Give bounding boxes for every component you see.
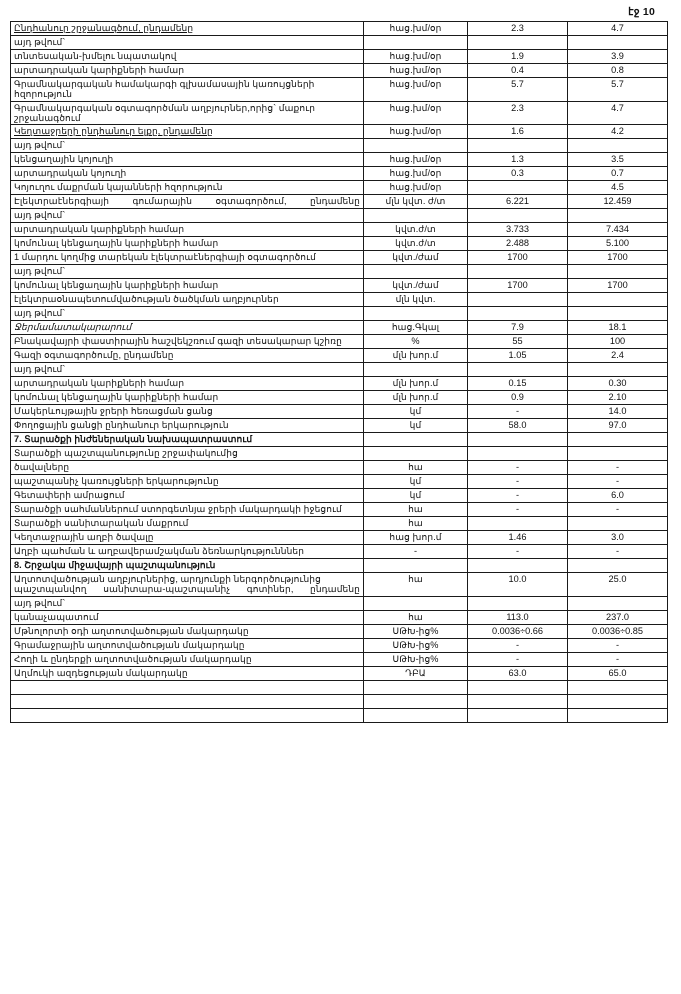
row-unit: հաց.խմ/օր bbox=[364, 181, 468, 195]
row-value-projected: 7.434 bbox=[568, 223, 668, 237]
row-value-current: - bbox=[468, 489, 568, 503]
row-label: Գրամնակարգական համակարգի գլխամասային կառույցների հզորություն bbox=[11, 78, 364, 102]
table-row bbox=[11, 78, 668, 102]
row-value-current: 0.9 bbox=[468, 391, 568, 405]
row-value-current bbox=[468, 307, 568, 321]
row-unit bbox=[364, 307, 468, 321]
row-value-current: 63.0 bbox=[468, 666, 568, 680]
row-value-current: - bbox=[468, 461, 568, 475]
row-unit bbox=[364, 433, 468, 447]
row-value-projected: 0.30 bbox=[568, 377, 668, 391]
row-value-current: 55 bbox=[468, 335, 568, 349]
row-value-current: 2.488 bbox=[468, 237, 568, 251]
row-label: Էլեկտրաէներգիայի գումարային օգտագործում, ընդամենը bbox=[11, 195, 364, 209]
row-value-projected bbox=[568, 433, 668, 447]
row-value-projected: 1700 bbox=[568, 251, 668, 265]
table-row bbox=[11, 596, 668, 610]
row-value-projected bbox=[568, 293, 668, 307]
row-unit: կվտ./ժամ bbox=[364, 279, 468, 293]
row-label: Բնակավայրի փաստիրային հաշվեկշռում գազի տեսակարար կշիռը bbox=[11, 335, 364, 349]
table-row bbox=[11, 391, 668, 405]
row-value-projected bbox=[568, 139, 668, 153]
table-row bbox=[11, 50, 668, 64]
row-value-projected bbox=[568, 517, 668, 531]
row-label: Աղտոտվածության աղբյուրներից, արդյունքի ներգործությունից պաշտպանվող սանիտարա-պաշտպանիչ գոտիներ, ընդամենը bbox=[11, 573, 364, 597]
row-unit: հաց.խմ/օր bbox=[364, 153, 468, 167]
row-label bbox=[11, 708, 364, 722]
row-value-current: 0.0036÷0.66 bbox=[468, 624, 568, 638]
row-value-projected: 65.0 bbox=[568, 666, 668, 680]
row-label: այդ թվում` bbox=[11, 139, 364, 153]
row-value-projected: 14.0 bbox=[568, 405, 668, 419]
row-value-current: 113.0 bbox=[468, 610, 568, 624]
row-value-current bbox=[468, 209, 568, 223]
row-label: էլեկտրաօնապետումվածության ծածկման աղբյուրներ bbox=[11, 293, 364, 307]
row-value-current: - bbox=[468, 405, 568, 419]
row-value-current: 2.3 bbox=[468, 101, 568, 125]
table-row bbox=[11, 489, 668, 503]
row-unit bbox=[364, 265, 468, 279]
table-row bbox=[11, 559, 668, 573]
row-unit: հաց.խմ/օր bbox=[364, 101, 468, 125]
row-value-projected bbox=[568, 708, 668, 722]
page-number: էջ 10 bbox=[628, 6, 655, 18]
row-label: կոմունալ կենցաղային կարիքների համար bbox=[11, 237, 364, 251]
row-unit: հա bbox=[364, 461, 468, 475]
row-unit bbox=[364, 694, 468, 708]
row-unit bbox=[364, 363, 468, 377]
row-value-projected: 4.5 bbox=[568, 181, 668, 195]
row-value-current bbox=[468, 293, 568, 307]
table-row bbox=[11, 475, 668, 489]
row-value-projected: 100 bbox=[568, 335, 668, 349]
row-label: արտադրական կարիքների համար bbox=[11, 64, 364, 78]
table-row bbox=[11, 624, 668, 638]
row-unit bbox=[364, 209, 468, 223]
row-unit: % bbox=[364, 335, 468, 349]
table-row bbox=[11, 377, 668, 391]
row-value-projected: 1700 bbox=[568, 279, 668, 293]
row-unit: կմ bbox=[364, 489, 468, 503]
row-value-current bbox=[468, 694, 568, 708]
row-value-current bbox=[468, 517, 568, 531]
table-row bbox=[11, 64, 668, 78]
row-label: արտադրական կարիքների համար bbox=[11, 377, 364, 391]
row-label: այդ թվում` bbox=[11, 36, 364, 50]
row-label-text: Ընդհանուր շրջանագծում, ընդամենը bbox=[14, 23, 194, 33]
row-label: այդ թվում` bbox=[11, 265, 364, 279]
row-value-current: 6.221 bbox=[468, 195, 568, 209]
table-row bbox=[11, 293, 668, 307]
row-value-current: 1700 bbox=[468, 279, 568, 293]
row-unit bbox=[364, 139, 468, 153]
row-value-projected: - bbox=[568, 545, 668, 559]
row-value-projected: - bbox=[568, 461, 668, 475]
row-value-projected: 2.10 bbox=[568, 391, 668, 405]
row-value-projected: 3.9 bbox=[568, 50, 668, 64]
row-unit: հա bbox=[364, 503, 468, 517]
row-label bbox=[11, 125, 364, 139]
row-value-current bbox=[468, 363, 568, 377]
table-row bbox=[11, 181, 668, 195]
row-value-projected bbox=[568, 307, 668, 321]
row-unit: հաց.խմ/օր bbox=[364, 64, 468, 78]
row-value-projected: 5.7 bbox=[568, 78, 668, 102]
table-row bbox=[11, 22, 668, 36]
table-row bbox=[11, 101, 668, 125]
table-row bbox=[11, 433, 668, 447]
row-label: Մակերևույթային ջրերի հեռացման ցանց bbox=[11, 405, 364, 419]
row-value-projected: - bbox=[568, 652, 668, 666]
row-unit: հաց.խմ/օր bbox=[364, 22, 468, 36]
table-row bbox=[11, 503, 668, 517]
row-label: Կեղտաջրային աղբի ծավալը bbox=[11, 531, 364, 545]
row-value-current: 0.3 bbox=[468, 167, 568, 181]
row-value-projected: 5.100 bbox=[568, 237, 668, 251]
table-row bbox=[11, 349, 668, 363]
row-value-current: - bbox=[468, 652, 568, 666]
row-value-current bbox=[468, 680, 568, 694]
row-value-current: 1.9 bbox=[468, 50, 568, 64]
table-row bbox=[11, 265, 668, 279]
row-unit bbox=[364, 596, 468, 610]
table-row bbox=[11, 195, 668, 209]
row-unit: - bbox=[364, 545, 468, 559]
row-value-current: 1700 bbox=[468, 251, 568, 265]
table-row bbox=[11, 638, 668, 652]
row-unit: հաց.խմ/օր bbox=[364, 167, 468, 181]
row-value-current: 1.46 bbox=[468, 531, 568, 545]
table-row bbox=[11, 666, 668, 680]
table-row bbox=[11, 125, 668, 139]
row-label: Մթնոլորտի օդի աղտոտվածության մակարդակը bbox=[11, 624, 364, 638]
row-value-current bbox=[468, 265, 568, 279]
row-value-projected: 237.0 bbox=[568, 610, 668, 624]
row-label: այդ թվում` bbox=[11, 596, 364, 610]
row-unit: կվտ.ժ/տ bbox=[364, 223, 468, 237]
table-row bbox=[11, 573, 668, 597]
row-value-current bbox=[468, 139, 568, 153]
table-row bbox=[11, 153, 668, 167]
row-value-current bbox=[468, 447, 568, 461]
row-label bbox=[11, 22, 364, 36]
row-value-current bbox=[468, 433, 568, 447]
row-value-projected: 12.459 bbox=[568, 195, 668, 209]
row-value-current bbox=[468, 596, 568, 610]
table-row bbox=[11, 652, 668, 666]
row-unit: հա bbox=[364, 517, 468, 531]
table-row bbox=[11, 694, 668, 708]
row-value-projected: 97.0 bbox=[568, 419, 668, 433]
row-value-current: 10.0 bbox=[468, 573, 568, 597]
row-label bbox=[11, 321, 364, 335]
table-row bbox=[11, 321, 668, 335]
row-value-projected bbox=[568, 447, 668, 461]
table-row bbox=[11, 708, 668, 722]
row-label: կոմունալ կենցաղային կարիքների համար bbox=[11, 391, 364, 405]
table-row bbox=[11, 610, 668, 624]
row-unit: մլն խոր.մ bbox=[364, 391, 468, 405]
row-label: Աղմուկի ազդեցության մակարդակը bbox=[11, 666, 364, 680]
row-unit: հա bbox=[364, 573, 468, 597]
row-value-current: - bbox=[468, 545, 568, 559]
row-value-projected: 0.8 bbox=[568, 64, 668, 78]
row-unit: կմ bbox=[364, 475, 468, 489]
row-unit: հաց.խմ/օր bbox=[364, 125, 468, 139]
row-value-current: 1.05 bbox=[468, 349, 568, 363]
table-row bbox=[11, 447, 668, 461]
table-row bbox=[11, 461, 668, 475]
row-unit: մլն խոր.մ bbox=[364, 349, 468, 363]
row-unit: կվտ./ժամ bbox=[364, 251, 468, 265]
row-value-current: 0.4 bbox=[468, 64, 568, 78]
row-label: Կոյուղու մաքրման կայանների հզորություն bbox=[11, 181, 364, 195]
row-unit: հաց.խմ/օր bbox=[364, 50, 468, 64]
section-heading: 7. Տարածքի ինժեներական նախապատրաստում bbox=[11, 433, 364, 447]
row-value-current bbox=[468, 708, 568, 722]
row-label: Գրամնակարգական օգտագործման աղբյուրներ,որից` մաքուր շրջանագծում bbox=[11, 101, 364, 125]
specifications-table bbox=[10, 21, 668, 723]
row-label bbox=[11, 680, 364, 694]
row-label: Գետափերի ամրացում bbox=[11, 489, 364, 503]
table-row bbox=[11, 237, 668, 251]
row-value-projected bbox=[568, 209, 668, 223]
table-row bbox=[11, 363, 668, 377]
row-value-current: 1.3 bbox=[468, 153, 568, 167]
row-label-text: Ջերմամատակարարում bbox=[14, 322, 132, 333]
row-value-current: 7.9 bbox=[468, 321, 568, 335]
row-value-projected bbox=[568, 559, 668, 573]
row-value-projected: - bbox=[568, 475, 668, 489]
row-label: Գրամաջրային աղտոտվածության մակարդակը bbox=[11, 638, 364, 652]
row-value-projected bbox=[568, 36, 668, 50]
row-label: արտադրական կոյուղի bbox=[11, 167, 364, 181]
row-value-current: 2.3 bbox=[468, 22, 568, 36]
table-body bbox=[11, 22, 668, 723]
row-value-projected: 18.1 bbox=[568, 321, 668, 335]
row-unit: կմ bbox=[364, 419, 468, 433]
row-label: կենցաղային կոյուղի bbox=[11, 153, 364, 167]
row-value-current bbox=[468, 181, 568, 195]
row-value-current: - bbox=[468, 503, 568, 517]
row-value-projected: - bbox=[568, 503, 668, 517]
row-label: ծավալները bbox=[11, 461, 364, 475]
row-value-projected: 2.4 bbox=[568, 349, 668, 363]
row-unit: ՍԹԽ-ից% bbox=[364, 652, 468, 666]
row-label: Գազի օգտագործումը, ընդամենը bbox=[11, 349, 364, 363]
table-row bbox=[11, 545, 668, 559]
row-label: Փողոցային ցանցի ընդհանուր երկարություն bbox=[11, 419, 364, 433]
row-value-projected: 6.0 bbox=[568, 489, 668, 503]
table-row bbox=[11, 680, 668, 694]
row-value-projected: - bbox=[568, 638, 668, 652]
row-value-projected: 3.0 bbox=[568, 531, 668, 545]
row-value-current: 3.733 bbox=[468, 223, 568, 237]
row-value-projected: 0.0036÷0.85 bbox=[568, 624, 668, 638]
row-value-projected: 0.7 bbox=[568, 167, 668, 181]
row-unit: կվտ.ժ/տ bbox=[364, 237, 468, 251]
row-value-current: - bbox=[468, 638, 568, 652]
row-unit: ԴԲԱ bbox=[364, 666, 468, 680]
table-row bbox=[11, 36, 668, 50]
row-label: Տարածքի սահմաններում ստորգետնյա ջրերի մակարդակի իջեցում bbox=[11, 503, 364, 517]
table-row bbox=[11, 167, 668, 181]
table-row bbox=[11, 335, 668, 349]
row-unit: մլն կվտ. bbox=[364, 293, 468, 307]
row-unit: մլն կվտ. ժ/տ bbox=[364, 195, 468, 209]
table-row bbox=[11, 531, 668, 545]
table-row bbox=[11, 307, 668, 321]
row-value-projected: 3.5 bbox=[568, 153, 668, 167]
row-label: կանաչապատում bbox=[11, 610, 364, 624]
table-row bbox=[11, 251, 668, 265]
row-label: տնտեսական-խմելու նպատակով bbox=[11, 50, 364, 64]
row-label: արտադրական կարիքների համար bbox=[11, 223, 364, 237]
row-value-projected: 25.0 bbox=[568, 573, 668, 597]
row-value-current bbox=[468, 36, 568, 50]
table-row bbox=[11, 139, 668, 153]
table-row bbox=[11, 405, 668, 419]
row-value-projected bbox=[568, 596, 668, 610]
row-value-current bbox=[468, 559, 568, 573]
section-heading: 8. Շրջակա միջավայրի պաշտպանություն bbox=[11, 559, 364, 573]
row-label: այդ թվում` bbox=[11, 209, 364, 223]
row-unit: ՍԹԽ-ից% bbox=[364, 638, 468, 652]
table-row bbox=[11, 209, 668, 223]
table-row bbox=[11, 419, 668, 433]
row-label bbox=[11, 694, 364, 708]
row-value-projected bbox=[568, 680, 668, 694]
table-row bbox=[11, 517, 668, 531]
row-label: Հողի և ընդերքի աղտոտվածության մակարդակը bbox=[11, 652, 364, 666]
row-unit: հաց խոր.մ bbox=[364, 531, 468, 545]
row-unit: մլն խոր.մ bbox=[364, 377, 468, 391]
row-unit bbox=[364, 680, 468, 694]
row-unit bbox=[364, 708, 468, 722]
row-unit bbox=[364, 36, 468, 50]
row-label: Տարածքի պաշտպանությունը շրջափակումից bbox=[11, 447, 364, 461]
row-value-projected bbox=[568, 265, 668, 279]
row-value-current: 58.0 bbox=[468, 419, 568, 433]
row-label: այդ թվում` bbox=[11, 307, 364, 321]
row-value-current: 1.6 bbox=[468, 125, 568, 139]
row-unit: հաց.Գկալ bbox=[364, 321, 468, 335]
row-unit: հաց.խմ/օր bbox=[364, 78, 468, 102]
row-label: պաշտպանիչ կառույցների երկարությունը bbox=[11, 475, 364, 489]
row-value-projected bbox=[568, 363, 668, 377]
row-label: Տարածքի սանիտարական մաքրում bbox=[11, 517, 364, 531]
table-row bbox=[11, 223, 668, 237]
row-label: այդ թվում` bbox=[11, 363, 364, 377]
row-value-current: - bbox=[468, 475, 568, 489]
row-unit: ՍԹԽ-ից% bbox=[364, 624, 468, 638]
row-value-current: 0.15 bbox=[468, 377, 568, 391]
row-value-current: 5.7 bbox=[468, 78, 568, 102]
row-value-projected: 4.2 bbox=[568, 125, 668, 139]
row-value-projected bbox=[568, 694, 668, 708]
row-unit bbox=[364, 447, 468, 461]
row-unit: հա bbox=[364, 610, 468, 624]
table-row bbox=[11, 279, 668, 293]
row-label-text: Կեղտաջրերի ընդհանուր ելքը, ընդամենը bbox=[14, 126, 213, 137]
row-value-projected: 4.7 bbox=[568, 101, 668, 125]
row-value-projected: 4.7 bbox=[568, 22, 668, 36]
row-unit bbox=[364, 559, 468, 573]
row-label: Աղբի պահման և աղբավերամշակման ձեռնարկությունններ bbox=[11, 545, 364, 559]
row-label: կոմունալ կենցաղային կարիքների համար bbox=[11, 279, 364, 293]
row-label: 1 մարդու կողմից տարեկան էլեկտրաէներգիայի օգտագործում bbox=[11, 251, 364, 265]
row-unit: կմ bbox=[364, 405, 468, 419]
